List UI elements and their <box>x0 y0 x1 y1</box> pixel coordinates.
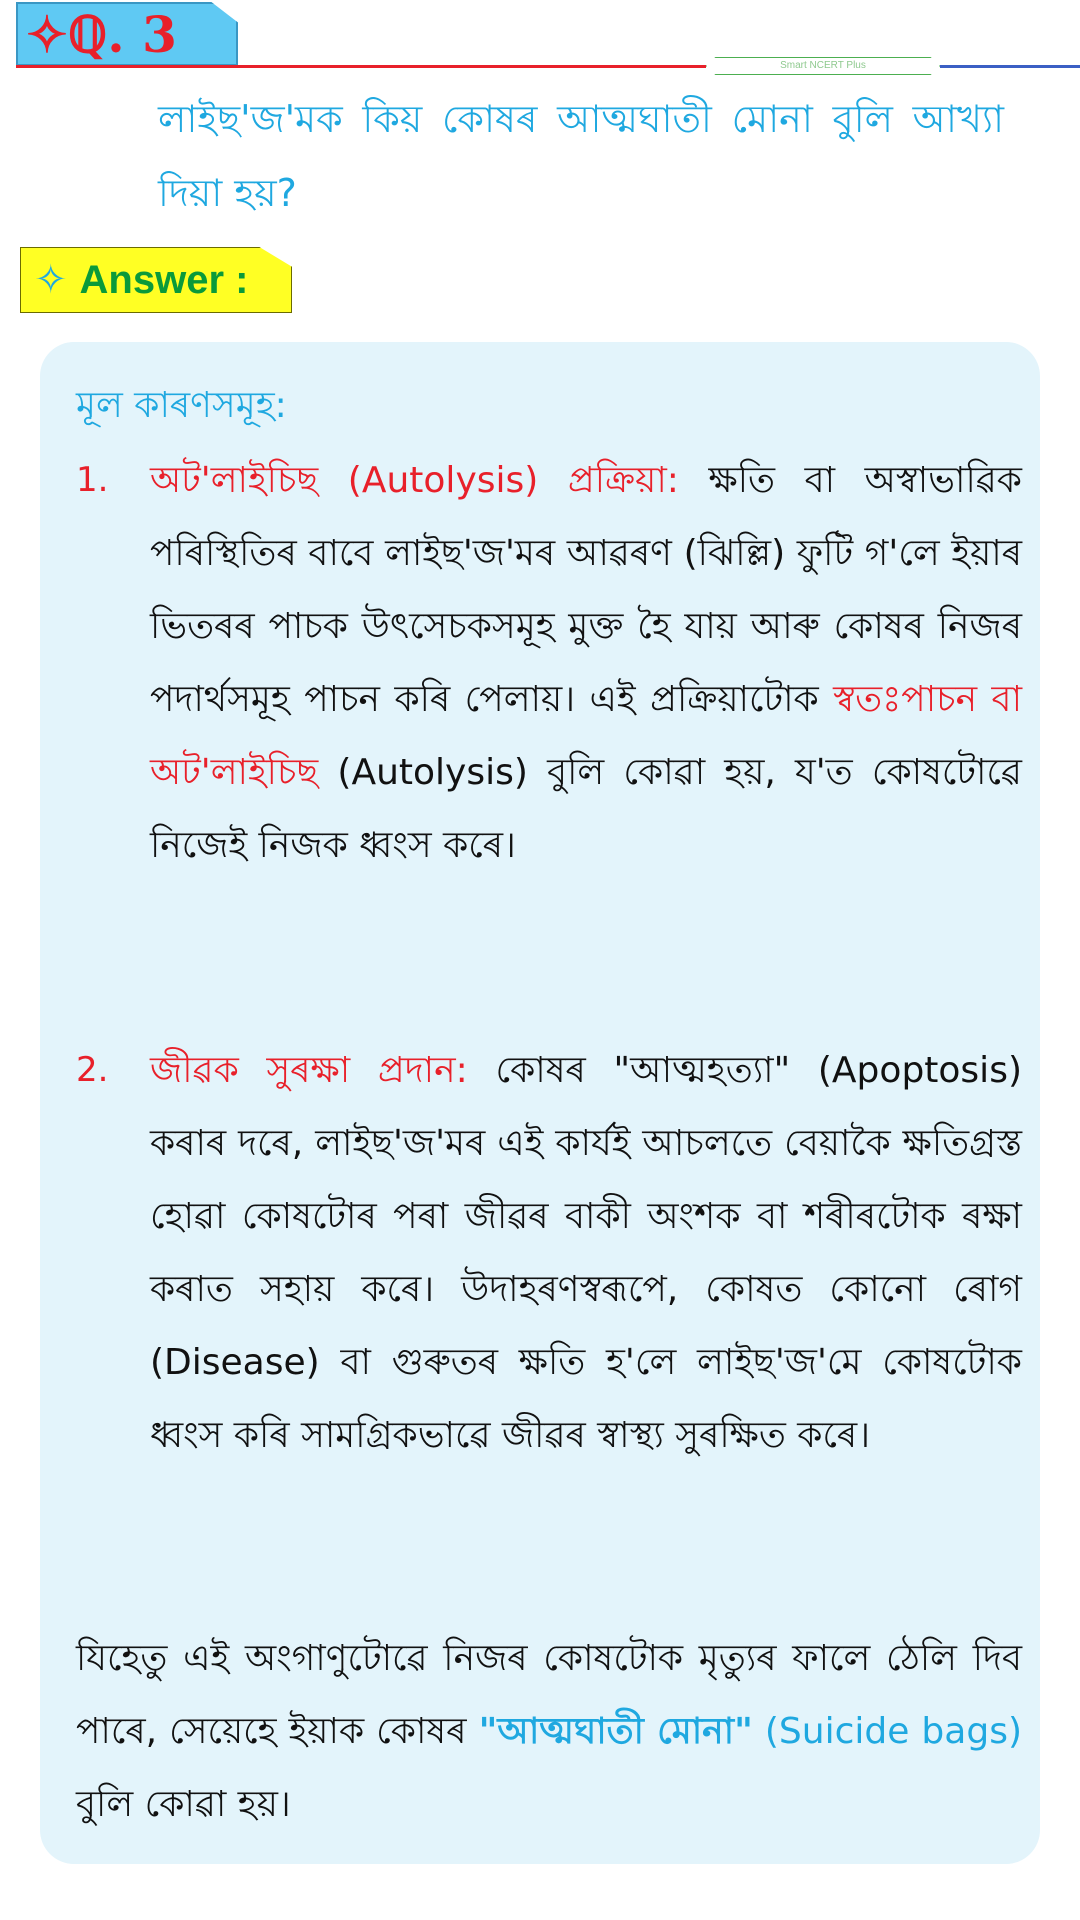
sparkle-icon: ✧ <box>34 258 68 302</box>
point-paragraph <box>150 1034 1022 1472</box>
header-rule-right <box>940 65 1080 68</box>
answer-label-text: Answer : <box>79 258 249 302</box>
point-highlight: স্বতঃপাচন বা অট'লাইচিছ <box>150 679 1023 793</box>
conclusion-paragraph <box>76 1622 1022 1841</box>
question-text: লাইছ'জ'মক কিয় কোষৰ আত্মঘাতী মোনা বুলি আখ্যা দিয়া হয়? <box>158 97 1004 215</box>
point-text: ক্ষতি বা অস্বাভাৱিক পৰিস্থিতিৰ বাবে লাইছ'জ'মৰ আৱৰণ (ঝিল্লি) ফুটি গ'লে ইয়াৰ ভিতৰৰ পাচক উৎসেচকসমূহ মুক্ত হৈ যায় আৰু কোষৰ নিজৰ পদাৰ্থসমূহ পাচন কৰি পেলায়। এই প্ৰক্ৰিয়াটোক <box>150 460 1022 720</box>
point-number: 1. <box>76 460 109 500</box>
answer-heading: মূল কাৰণসমূহ: <box>76 385 287 426</box>
conclusion-highlight: "আত্মঘাতী মোনা" <box>478 1711 753 1752</box>
header-rule-left <box>16 65 706 68</box>
point-title: অট'লাইচিছ (Autolysis) প্ৰক্ৰিয়া: <box>150 460 679 501</box>
point-number: 2. <box>76 1050 109 1090</box>
answer-label <box>34 249 248 311</box>
question-number: ✧ℚ. 3 <box>26 5 177 64</box>
point-text: (Autolysis) বুলি কোৱা হয়, য'ত কোষটোৱে নিজেই নিজক ধ্বংস কৰে। <box>150 752 1022 866</box>
conclusion-text: বুলি কোৱা হয়। <box>76 1784 291 1825</box>
point-paragraph <box>150 444 1022 882</box>
conclusion-text: যিহেতু এই অংগাণুটোৱে নিজৰ কোষটোক মৃত্যুৰ ফালে ঠেলি দিব পাৰে, সেয়েহে ইয়াক কোষৰ <box>76 1638 1022 1752</box>
brand-label: Smart NCERT Plus <box>780 60 866 71</box>
point-text: কোষৰ "আত্মহত্যা" (Apoptosis) কৰাৰ দৰে, লাইছ'জ'মৰ এই কাৰ্যই আচলতে বেয়াকৈ ক্ষতিগ্ৰস্ত হোৱা কোষটোৰ পৰা জীৱৰ বাকী অংশক বা শৰীৰটোক ৰক্ষা কৰাত সহায় কৰে। উদাহৰণস্বৰূপে, কোষত কোনো ৰোগ (Disease) বা গুৰুতৰ ক্ষতি হ'লে লাইছ'জ'মে কোষটোক ধ্বংস কৰি সামগ্ৰিকভাৱে জীৱৰ স্বাস্থ্য সুৰক্ষিত কৰে। <box>150 1050 1022 1456</box>
question-header <box>0 0 1080 80</box>
point-title: জীৱক সুৰক্ষা প্ৰদান: <box>150 1050 468 1091</box>
conclusion-english: (Suicide bags) <box>752 1711 1022 1752</box>
